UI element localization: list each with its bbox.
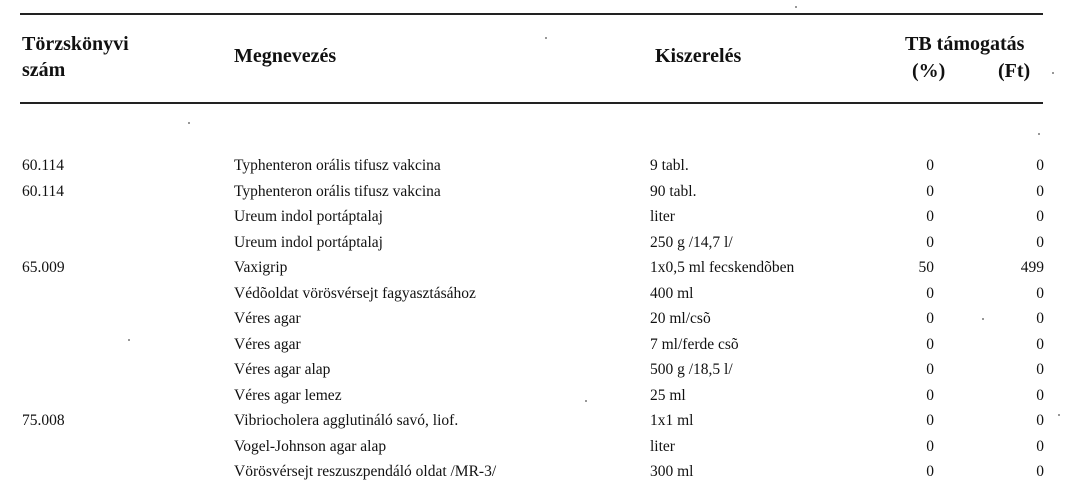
support-forint-cell: 0	[1036, 412, 1044, 429]
header-percent: (%)	[912, 60, 946, 82]
scan-speck	[1052, 72, 1054, 74]
support-forint-cell: 0	[1036, 157, 1044, 174]
support-percent-cell: 0	[926, 463, 934, 480]
packaging-cell: 20 ml/csõ	[650, 310, 711, 327]
registration-number-cell: 60.114	[22, 157, 65, 174]
support-forint-cell: 0	[1036, 387, 1044, 404]
packaging-cell: 300 ml	[650, 463, 694, 480]
product-name-cell: Véres agar	[234, 310, 301, 327]
product-name-cell: Typhenteron orális tifusz vakcina	[234, 183, 441, 200]
support-percent-cell: 0	[926, 183, 934, 200]
product-name-cell: Vogel-Johnson agar alap	[234, 438, 387, 455]
header-bottom-rule	[20, 102, 1043, 104]
product-name-cell: Vörösvérsejt reszuszpendáló oldat /MR-3/	[234, 463, 497, 480]
header-forint: (Ft)	[998, 60, 1031, 82]
support-percent-cell: 0	[926, 310, 934, 327]
packaging-cell: 25 ml	[650, 387, 686, 404]
product-name-cell: Vibriocholera agglutináló savó, liof.	[234, 412, 459, 429]
packaging-cell: 9 tabl.	[650, 157, 689, 174]
support-percent-cell: 0	[926, 361, 934, 378]
support-forint-cell: 0	[1036, 285, 1044, 302]
header-name: Megnevezés	[234, 45, 337, 67]
scan-speck	[1038, 133, 1040, 135]
packaging-cell: liter	[650, 438, 675, 455]
support-percent-cell: 0	[926, 208, 934, 225]
support-forint-cell: 0	[1036, 183, 1044, 200]
header-registration-line2: szám	[22, 59, 66, 81]
support-forint-cell: 499	[1020, 259, 1044, 276]
product-name-cell: Vaxigrip	[234, 259, 288, 276]
packaging-cell: 500 g /18,5 l/	[650, 361, 733, 378]
support-forint-cell: 0	[1036, 208, 1044, 225]
support-forint-cell: 0	[1036, 361, 1044, 378]
product-name-cell: Véres agar	[234, 336, 301, 353]
support-percent-cell: 0	[926, 412, 934, 429]
scan-speck	[188, 122, 190, 124]
packaging-cell: 250 g /14,7 l/	[650, 234, 733, 251]
scan-speck	[1058, 414, 1060, 416]
header-packaging: Kiszerelés	[655, 45, 742, 67]
product-name-cell: Védõoldat vörösvérsejt fagyasztásához	[234, 285, 476, 302]
support-percent-cell: 0	[926, 285, 934, 302]
support-percent-cell: 0	[926, 387, 934, 404]
support-forint-cell: 0	[1036, 234, 1044, 251]
product-name-cell: Ureum indol portáptalaj	[234, 208, 383, 225]
packaging-cell: 90 tabl.	[650, 183, 697, 200]
registration-number-cell: 60.114	[22, 183, 65, 200]
registration-number-cell: 65.009	[22, 259, 65, 276]
product-name-cell: Typhenteron orális tifusz vakcina	[234, 157, 441, 174]
support-percent-cell: 0	[926, 157, 934, 174]
packaging-cell: 1x1 ml	[650, 412, 694, 429]
header-registration-number	[22, 31, 129, 83]
packaging-cell: liter	[650, 208, 675, 225]
scan-speck	[982, 318, 984, 320]
scan-speck	[545, 37, 547, 39]
top-rule	[20, 13, 1043, 15]
scan-speck	[585, 400, 587, 402]
header-tb-support: TB támogatás	[905, 33, 1025, 55]
support-forint-cell: 0	[1036, 310, 1044, 327]
support-forint-cell: 0	[1036, 336, 1044, 353]
support-forint-cell: 0	[1036, 463, 1044, 480]
packaging-cell: 7 ml/ferde csõ	[650, 336, 739, 353]
packaging-cell: 1x0,5 ml fecskendõben	[650, 259, 795, 276]
product-name-cell: Ureum indol portáptalaj	[234, 234, 383, 251]
packaging-cell: 400 ml	[650, 285, 694, 302]
header-registration-line1: Törzskönyvi	[22, 33, 129, 55]
product-name-cell: Véres agar alap	[234, 361, 331, 378]
support-percent-cell: 0	[926, 234, 934, 251]
support-percent-cell: 50	[918, 259, 934, 276]
support-percent-cell: 0	[926, 438, 934, 455]
registration-number-cell: 75.008	[22, 412, 65, 429]
scan-speck	[128, 339, 130, 341]
support-forint-cell: 0	[1036, 438, 1044, 455]
scan-speck	[795, 6, 797, 8]
product-name-cell: Véres agar lemez	[234, 387, 342, 404]
support-percent-cell: 0	[926, 336, 934, 353]
